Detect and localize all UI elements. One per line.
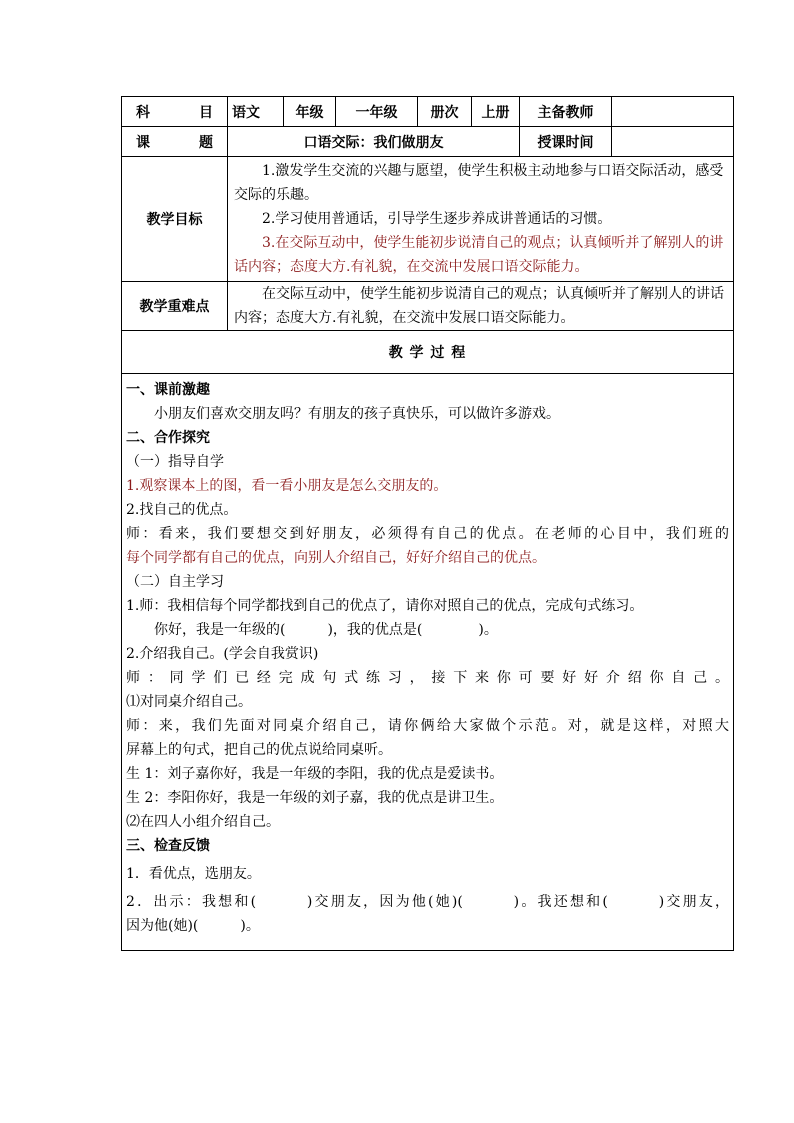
process-line: 2．出示：我想和( )交朋友，因为他(她)( )。我还想和( )交朋友， (126, 894, 729, 910)
topic-label: 课题 (122, 127, 228, 157)
objectives-row (122, 157, 734, 282)
key-points-label: 教学重难点 (122, 282, 228, 331)
subsection-heading: （二）自主学习 (126, 574, 224, 590)
process-body-row (122, 374, 734, 951)
section-heading: 一、课前激趣 (126, 382, 210, 398)
volume-value: 上册 (472, 97, 520, 127)
subject-label: 科目 (122, 97, 228, 127)
objective-item: 3.在交际互动中，使学生能初步说清自己的观点；认真倾听并了解别人的讲话内容；态度大方.有礼貌，在交流中发展口语交际能力。 (234, 235, 724, 275)
process-line: 2.找自己的优点。 (126, 502, 238, 518)
process-content (122, 374, 734, 951)
teacher-label: 主备教师 (520, 97, 612, 127)
dialogue-line: 生 1：刘子嘉你好，我是一年级的李阳，我的优点是爱读书。 (126, 766, 504, 782)
process-line: 1．看优点，选朋友。 (126, 866, 261, 882)
grade-value: 一年级 (336, 97, 418, 127)
process-line: 因为他(她)( )。 (126, 918, 260, 934)
header-row-1 (122, 97, 734, 127)
key-points-text: 在交际互动中，使学生能初步说清自己的观点；认真倾听并了解别人的讲话内容；态度大方.有礼貌，在交流中发展口语交际能力。 (234, 286, 724, 326)
teacher-value (612, 97, 734, 127)
process-line: 师：同学们已经完成句式练习，接下来你可要好好介绍你自己。 (126, 670, 729, 686)
process-line: 1.师：我相信每个同学都找到自己的优点了，请你对照自己的优点，完成句式练习。 (126, 598, 644, 614)
process-line: 1.观察课本上的图，看一看小朋友是怎么交朋友的。 (126, 478, 448, 494)
process-title-row (122, 331, 734, 374)
process-line: 师：来，我们先面对同桌介绍自己，请你俩给大家做个示范。对，就是这样，对照大 (126, 718, 729, 734)
process-line: 每个同学都有自己的优点，向别人介绍自己，好好介绍自己的优点。 (126, 550, 546, 566)
process-line: 2.介绍我自己。(学会自我赏识) (126, 646, 319, 662)
lesson-plan-table (121, 96, 734, 951)
volume-label: 册次 (418, 97, 472, 127)
objectives-label: 教学目标 (122, 157, 228, 282)
objective-item: 2.学习使用普通话，引导学生逐步养成讲普通话的习惯。 (262, 211, 612, 227)
process-title: 教 学 过 程 (122, 331, 734, 374)
objectives-content (228, 157, 734, 282)
topic-value: 口语交际：我们做朋友 (228, 127, 520, 157)
process-line: 师：看来，我们要想交到好朋友，必须得有自己的优点。在老师的心目中，我们班的 (126, 526, 729, 542)
header-row-2 (122, 127, 734, 157)
sentence-pattern: 你好，我是一年级的( )，我的优点是( )。 (154, 622, 498, 638)
grade-label: 年级 (284, 97, 336, 127)
time-label: 授课时间 (520, 127, 612, 157)
objective-item: 1.激发学生交流的兴趣与愿望，使学生积极主动地参与口语交际活动，感受交际的乐趣。 (234, 163, 724, 203)
dialogue-line: 生 2：李阳你好，我是一年级的刘子嘉，我的优点是讲卫生。 (126, 790, 504, 806)
process-line: ⑵在四人小组介绍自己。 (126, 814, 280, 830)
process-line: ⑴对同桌介绍自己。 (126, 694, 252, 710)
time-value (612, 127, 734, 157)
key-points-row (122, 282, 734, 331)
section-heading: 三、检查反馈 (126, 838, 210, 854)
key-points-content (228, 282, 734, 331)
subsection-heading: （一）指导自学 (126, 454, 224, 470)
process-line: 屏幕上的句式，把自己的优点说给同桌听。 (126, 742, 392, 758)
section-heading: 二、合作探究 (126, 430, 210, 446)
subject-value: 语文 (228, 97, 284, 127)
process-line: 小朋友们喜欢交朋友吗？有朋友的孩子真快乐，可以做许多游戏。 (154, 406, 560, 422)
